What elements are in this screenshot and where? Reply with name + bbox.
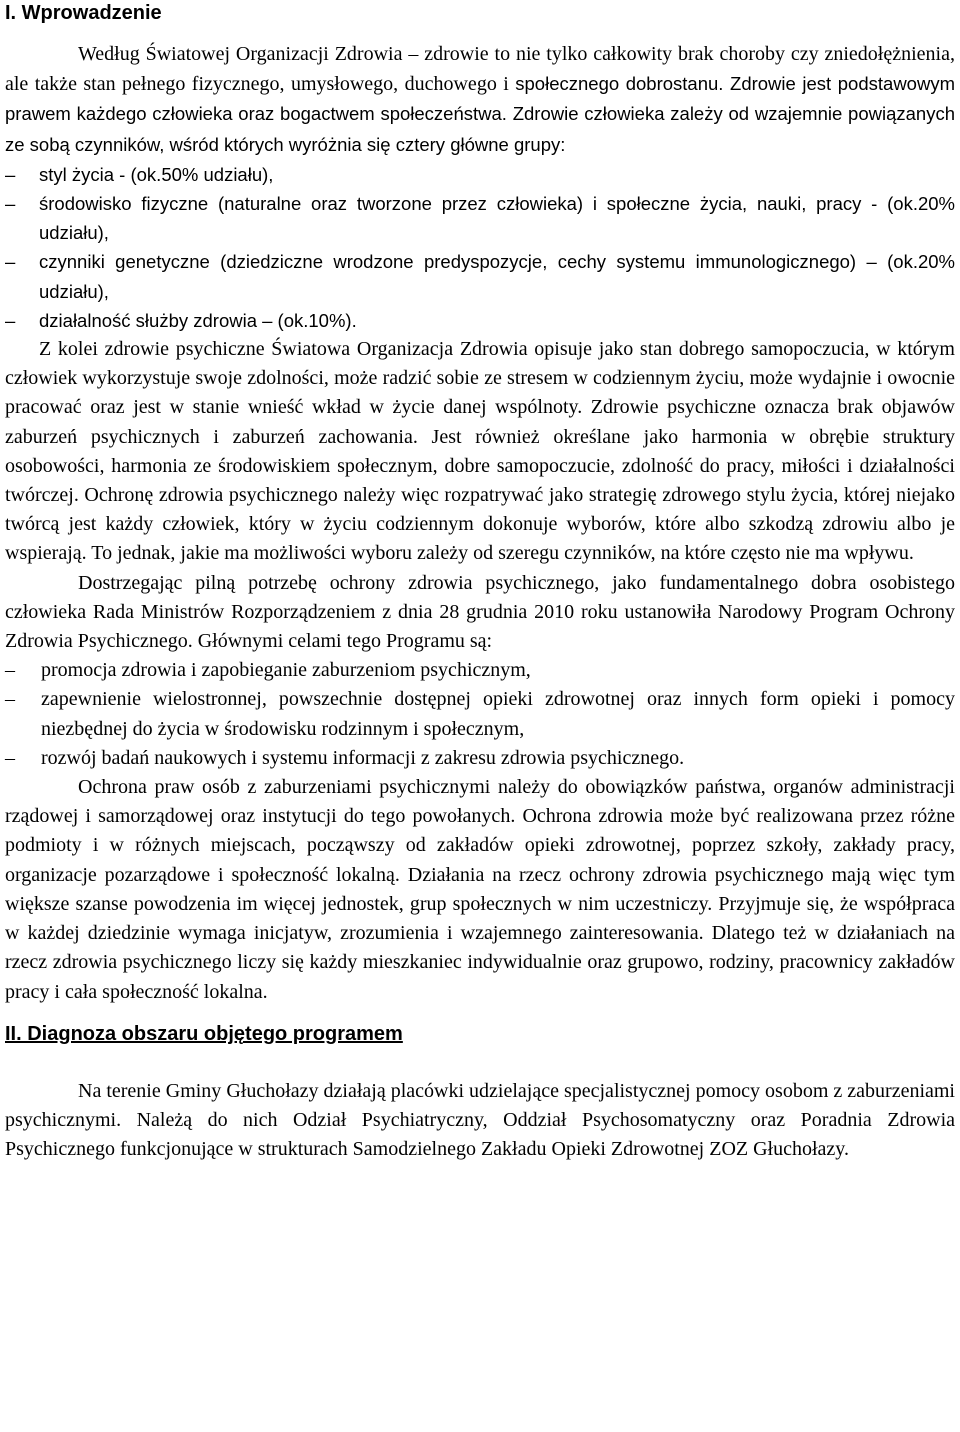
health-factors-list [5,160,955,335]
list-item: – rozwój badań naukowych i systemu informacji z zakresu zdrowia psychicznego. [5,744,955,773]
list-item: – środowisko fizyczne (naturalne oraz tworzone przez człowieka) i społeczne życia, nauki, pracy - (ok.20% udziału), [5,189,955,247]
section-2-heading-text: II. Diagnoza obszaru objętego programem [5,1022,403,1045]
list-item: – styl życia - (ok.50% udziału), [5,160,955,189]
program-goals-list [5,656,955,773]
program-paragraph: Dostrzegając pilną potrzebę ochrony zdrowia psychicznego, jako fundamentalnego dobra osobistego człowieka Rada Ministrów Rozporządzeniem z dnia 28 grudnia 2010 roku ustanowiła Narodowy Program Ochrony Zdrowia Psychicznego. Głównymi celami tego Programu są: [5,571,955,653]
rights-paragraph: Ochrona praw osób z zaburzeniami psychicznymi należy do obowiązków państwa, organów administracji rządowej i samorządowej oraz instytucji do tego powołanych. Ochrona zdrowia może być realizowana przez różne podmioty i w różnych miejscach, począwszy od zakładów opieki zdrowotnej, poprzez szkoły, zakłady pracy, organizacje pozarządowe i społeczność lokalną. Działania na rzecz ochrony zdrowia psychicznego mają więc tym większe szanse powodzenia im więcej jednostek, grup społecznych w nim uczestniczy. Przyjmuje się, że współpraca w każdej dziedzinie wymaga inicjatyw, zrozumienia i wzajemnego zainteresowania. Dlatego też w działaniach na rzecz zdrowia psychicznego liczy się każdy mieszkaniec indywidualnie oraz grupowo, rodziny, pracownicy zakładów pracy i cała społeczność lokalna. [5,776,955,1003]
section-1-heading: I. Wprowadzenie [5,2,162,24]
list-item: – czynniki genetyczne (dziedziczne wrodzone predyspozycje, cechy systemu immunologicznego) – (ok.20% udziału), [5,247,955,305]
intro-paragraph [5,40,955,160]
mental-health-paragraph: Z kolei zdrowie psychiczne Światowa Organizacja Zdrowia opisuje jako stan dobrego samopoczucia, w którym człowiek wykorzystuje swoje zdolności, może radzić sobie ze stresem w codziennym życiu, może wydajnie i owocnie pracować oraz jest w stanie wnieść wkład w życie danej wspólnoty. Zdrowie psychiczne oznacza brak objawów zaburzeń psychicznych i zaburzeń zachowania. Jest również określane jako harmonia w obrębie struktury osobowości, harmonia ze środowiskiem społecznym, dobre samopoczucie, zdolność do pracy, miłości i działalności twórczej. Ochronę zdrowia psychicznego należy więc rozpatrywać jako strategię zdrowego stylu życia, której niejako twórcą jest każdy człowiek, który w życiu codziennym dokonuje wyborów, które albo szkodzą zdrowiu albo je wspierają. To jednak, jakie ma możliwości wyboru zależy od szeregu czynników, na które często nie ma wpływu. [5,338,955,565]
intro-text-sans: społecznego dobrostanu. Zdrowie jest podstawowym prawem każdego człowieka oraz bogactwem społeczeństwa. Zdrowie człowieka zależy od wzajemnie powiązanych ze sobą czynników, wśród których wyróżnia się cztery główne grupy: [5,73,955,155]
section-2-heading [5,1021,955,1047]
list-item: – promocja zdrowia i zapobieganie zaburzeniom psychicznym, [5,656,955,685]
list-item: – zapewnienie wielostronnej, powszechnie dostępnej opieki zdrowotnej oraz innych form opieki i pomocy niezbędnej do życia w środowisku rodzinnym i społecznym, [5,685,955,743]
diagnosis-paragraph: Na terenie Gminy Głuchołazy działają placówki udzielające specjalistycznej pomocy osobom z zaburzeniami psychicznymi. Należą do nich Odział Psychiatryczny, Oddział Psychosomatyczny oraz Poradnia Zdrowia Psychicznego funkcjonujące w strukturach Samodzielnego Zakładu Opieki Zdrowotnej ZOZ Głuchołazy. [5,1079,955,1161]
document-page [5,0,955,1164]
list-item: – działalność służby zdrowia – (ok.10%). [5,306,955,335]
intro-text-serif: Według Światowej Organizacji Zdrowia – zdrowie to nie tylko całkowity brak choroby czy zniedołężnienia, ale także stan pełnego fizycznego, umysłowego, duchowego i [5,43,955,96]
